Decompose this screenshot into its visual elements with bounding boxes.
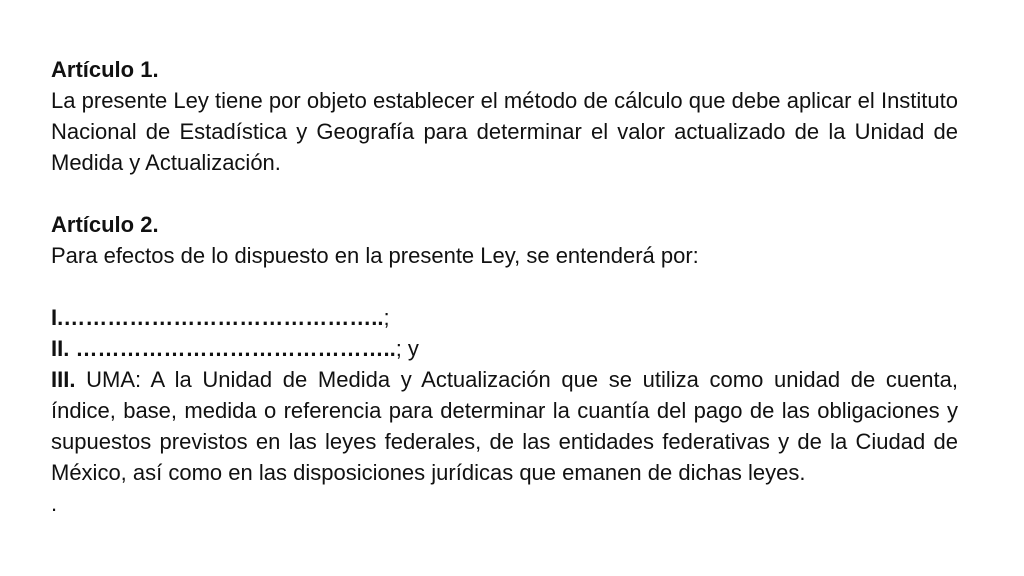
- article-2-heading: Artículo 2.: [51, 212, 159, 237]
- fraction-1-dots: ……………………………………..: [63, 305, 384, 330]
- fraction-1: [51, 302, 958, 333]
- fraction-2-dots: ……………………………………..: [69, 336, 396, 361]
- fraction-3-text: UMA: A la Unidad de Medida y Actualización que se utiliza como unidad de cuenta, índice, base, medida o referencia para determinar la cuantía del pago de las obligaciones y supuestos previstos en las leyes federales, de las entidades federativas y de la Ciudad de México, así como en las disposiciones jurídicas que emanen de dichas leyes.: [51, 367, 958, 485]
- spacer: [51, 271, 958, 302]
- article-2-body: Para efectos de lo dispuesto en la presente Ley, se entenderá por:: [51, 243, 699, 268]
- fraction-2-suffix: ; y: [395, 336, 419, 361]
- fraction-1-suffix: ;: [383, 305, 390, 330]
- spacer: [51, 178, 958, 209]
- fraction-3-label: III.: [51, 367, 76, 392]
- closing-mark: .: [51, 491, 58, 516]
- article-1-heading: Artículo 1.: [51, 57, 159, 82]
- fraction-1-label: I.: [51, 305, 64, 330]
- fraction-2: [51, 333, 958, 364]
- fraction-2-label: II.: [51, 336, 70, 361]
- article-1-body: La presente Ley tiene por objeto establecer el método de cálculo que debe aplicar el Instituto Nacional de Estadística y Geografía para determinar el valor actualizado de la Unidad de Medida y Actualización.: [51, 88, 958, 175]
- fraction-3: [51, 364, 958, 488]
